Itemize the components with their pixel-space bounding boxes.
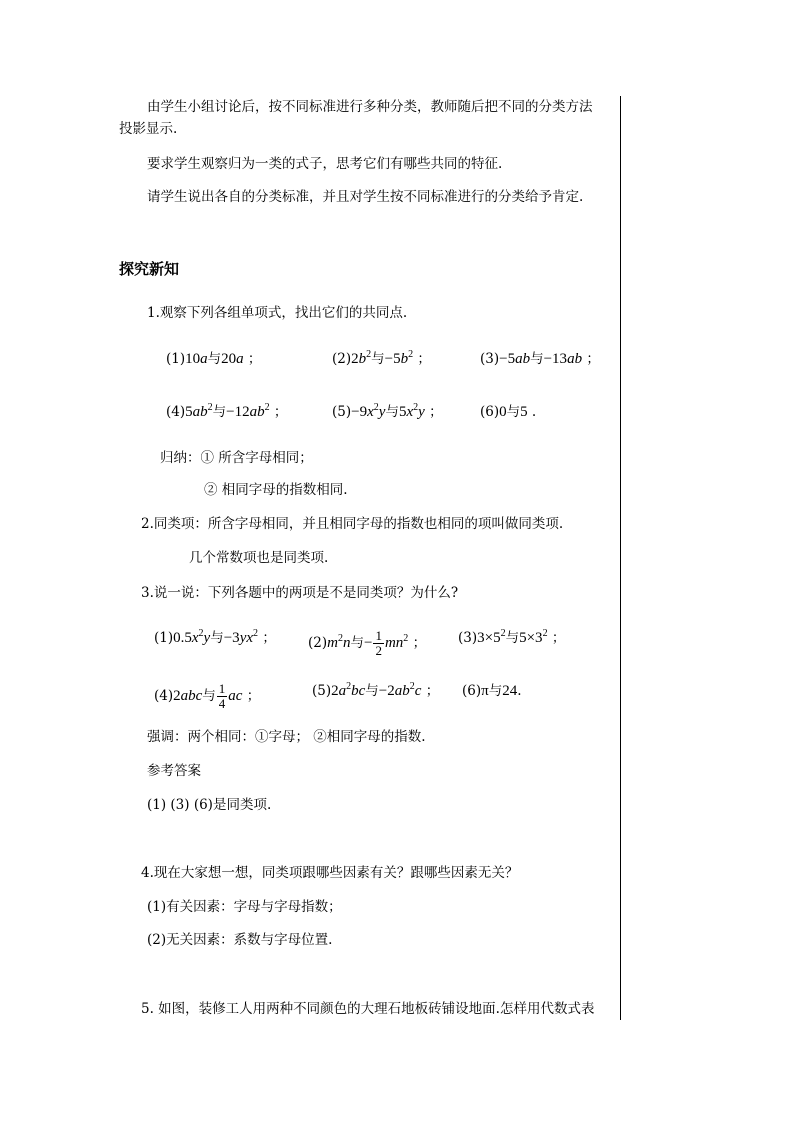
q3-item-4: (4)2abc与 $\frac{1}{4}$ ac ； <box>154 681 261 711</box>
q3-item-1: $(1)0.5x^2y$与$-3yx^2$ ； <box>154 628 276 646</box>
intro-paragraph-1-line-1: 由学生小组讨论后，按不同标准进行多种分类，教师随后把不同的分类方法 <box>147 99 593 115</box>
intro-paragraph-1-line-2: 投影显示. <box>119 121 178 137</box>
q1-item-3: (3)−5ab与−13ab ； <box>480 351 600 367</box>
section-title: 探究新知 <box>119 260 180 278</box>
q2-note: 几个常数项也是同类项. <box>189 550 329 566</box>
q4-item-2: (2)无关因素：系数与字母位置. <box>147 932 333 948</box>
q4-prompt: 4.现在大家想一想，同类项跟哪些因素有关？跟哪些因素无关？ <box>141 865 519 881</box>
q3-item-5: $(5)2a^2bc$与$-2ab^2c$ ； <box>312 681 440 699</box>
q1-item-4: $(4)5ab^2$与$-12ab^2$ ； <box>166 402 288 420</box>
intro-paragraph-2: 要求学生观察归为一类的式子，思考它们有哪些共同的特征. <box>147 156 503 172</box>
q3-emphasis: 强调：两个相同：①字母； ②相同字母的指数. <box>147 729 426 745</box>
q1-item-5: $(5)-9x^2y$与$5x^2y$ ； <box>332 402 443 420</box>
intro-paragraph-3: 请学生说出各自的分类标准，并且对学生按不同标准进行的分类给予肯定. <box>147 189 584 205</box>
q1-prompt: 1.观察下列各组单项式，找出它们的共同点. <box>147 305 408 321</box>
q3-item-2: $(2)m^2n$与− $\frac{1}{2}$ $mn^2$ ； <box>308 628 427 658</box>
q1-item-2: $(2)2b^2$与$-5b^2$ ； <box>332 349 431 367</box>
q1-item-6: (6)0与5 . <box>480 404 537 420</box>
q4-item-1: (1)有关因素：字母与字母指数； <box>147 899 342 915</box>
q2-definition: 2.同类项：所含字母相同，并且相同字母的指数也相同的项叫做同类项. <box>141 516 564 532</box>
q5-prompt: 5. 如图，装修工人用两种不同颜色的大理石地板砖铺设地面.怎样用代数式表 <box>141 1001 595 1017</box>
q1-item-1: (1)10a与20a ； <box>166 351 262 367</box>
q1-summary-2: ② 相同字母的指数相同. <box>204 482 348 498</box>
q3-answer-label: 参考答案 <box>147 763 201 779</box>
q3-item-3: $(3)3\times 5^2$与$5\times 3^2$ ； <box>458 628 566 646</box>
fraction-one-half: $\frac{1}{2}$ <box>375 628 382 658</box>
fraction-one-quarter: $\frac{1}{4}$ <box>218 681 226 711</box>
q1-summary-1: 归纳：① 所含字母相同； <box>160 450 313 466</box>
table-border-right <box>620 96 621 1020</box>
q3-answer: (1) (3) (6)是同类项. <box>147 797 272 813</box>
q3-prompt: 3.说一说：下列各题中的两项是不是同类项？为什么? <box>141 585 459 601</box>
q3-item-6: (6)π与24. <box>462 683 522 699</box>
